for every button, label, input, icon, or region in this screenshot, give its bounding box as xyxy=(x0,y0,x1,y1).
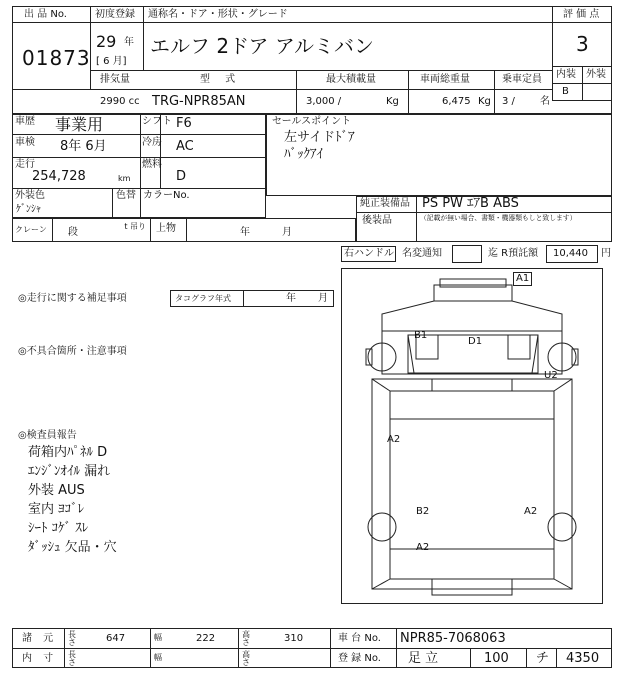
ac-label: 冷房 xyxy=(142,137,162,148)
gross-weight-unit: Kg xyxy=(478,96,491,107)
shift-value: F6 xyxy=(176,116,192,131)
length-value: 647 xyxy=(106,633,126,644)
tacho-month: 月 xyxy=(318,293,328,304)
lot-number: 01873 xyxy=(22,46,91,70)
registration-number: 4350 xyxy=(566,651,600,666)
sales-point-item: ﾊﾞｯｸｱｲ xyxy=(284,147,323,162)
score-label: 評 価 点 xyxy=(563,9,600,20)
chassis-label: 車 台 No. xyxy=(338,633,381,644)
aftermarket-note: （記載が無い場合、書類・機器類もしと致します） xyxy=(420,214,577,222)
genuine-equipment-label: 純正装備品 xyxy=(360,198,410,209)
name-change-box xyxy=(452,245,482,263)
model-name: エルフ 2ドア アルミバン xyxy=(150,34,375,58)
damage-mark: A2 xyxy=(416,542,430,553)
name-change-label: 名変通知 xyxy=(402,248,442,259)
max-load-unit: Kg xyxy=(386,96,399,107)
exterior-label: 外装 xyxy=(586,69,606,80)
inner-height-label: 高さ xyxy=(242,650,250,667)
ac-value: AC xyxy=(176,139,194,154)
first-reg-year: 29 xyxy=(96,32,117,51)
inspector-item: ｼｰﾄ ｺｹﾞ ｽﾚ xyxy=(28,521,89,536)
tacho-label: タコグラフ年式 xyxy=(175,294,231,303)
sales-points-label: セールスポイント xyxy=(272,116,352,127)
crane-label: クレーン xyxy=(15,225,47,234)
condition-diagram xyxy=(341,268,603,604)
displacement-label: 排気量 xyxy=(100,74,130,85)
capacity-label: 乗車定員 xyxy=(502,74,542,85)
crane-mount: 上物 xyxy=(156,223,176,234)
aftermarket-label: 後装品 xyxy=(362,215,392,226)
chassis-value: NPR85-7068063 xyxy=(400,631,506,646)
inspector-report-label: ◎検査員報告 xyxy=(18,430,77,441)
type-label: 型 式 xyxy=(200,74,242,85)
inspector-item: 室内 ﾖｺﾞﾚ xyxy=(28,502,85,517)
recycle-unit: 円 xyxy=(601,248,611,259)
type-value: TRG-NPR85AN xyxy=(152,94,246,109)
first-reg-label: 初度登録 xyxy=(95,9,135,20)
recycle-fee: 10,440 xyxy=(553,248,588,259)
ext-color-label: 外装色 xyxy=(15,190,45,201)
color-code-label: カラーNo. xyxy=(143,190,190,201)
gross-weight-label: 車両総重量 xyxy=(420,74,470,85)
displacement-value: 2990 cc xyxy=(100,96,140,107)
damage-mark: D1 xyxy=(468,336,483,347)
lot-no-label: 出 品 No. xyxy=(24,9,67,20)
registration-kana: チ xyxy=(536,651,550,666)
inspector-item: 荷箱内ﾊﾟﾈﾙ D xyxy=(28,445,108,460)
year-unit: 年 xyxy=(124,37,134,48)
tacho-year: 年 xyxy=(286,293,296,304)
history-value: 事業用 xyxy=(55,115,104,134)
damage-mark: U2 xyxy=(544,370,558,381)
inner-length-label: 長さ xyxy=(68,650,76,667)
inspector-item: ﾀﾞｯｼｭ 欠品・穴 xyxy=(28,540,117,555)
interior-label: 内装 xyxy=(556,69,576,80)
interior-grade: B xyxy=(562,86,569,97)
inspector-item: ｴﾝｼﾞﾝｵｲﾙ 漏れ xyxy=(28,464,111,479)
crane-lift: t 吊り xyxy=(124,222,146,231)
fuel-value: D xyxy=(176,169,187,184)
mileage-unit: km xyxy=(118,174,131,183)
shift-label: シフト xyxy=(142,116,172,127)
registration-area: 足 立 xyxy=(408,651,439,666)
damage-mark: B1 xyxy=(414,330,428,341)
inspection-label: 車検 xyxy=(15,137,35,148)
truck-outline xyxy=(342,269,602,603)
registration-class: 100 xyxy=(484,651,509,666)
score-value: 3 xyxy=(576,32,589,56)
recycle-label: 迄 R預託額 xyxy=(488,248,539,259)
ext-color-value: ｹﾞﾝｼｬ xyxy=(16,204,41,215)
capacity-value: 3 / xyxy=(502,96,515,107)
width-value: 222 xyxy=(196,633,216,644)
driving-notes-label: ◎走行に関する補足事項 xyxy=(18,293,127,304)
height-value: 310 xyxy=(284,633,304,644)
damage-mark: A2 xyxy=(524,506,538,517)
capacity-unit: 名 xyxy=(540,96,550,107)
max-load-label: 最大積載量 xyxy=(326,74,376,85)
inspection-value: 8年 6月 xyxy=(60,139,107,154)
crane-month: 月 xyxy=(282,227,292,238)
crane-stage: 段 xyxy=(68,227,78,238)
crane-year: 年 xyxy=(240,227,250,238)
inner-dims-label: 内 寸 xyxy=(22,653,58,664)
height-label: 高さ xyxy=(242,630,250,647)
mileage-label: 走行 xyxy=(15,159,35,170)
length-label: 長さ xyxy=(68,630,76,647)
specs-block xyxy=(12,114,266,218)
color-change-label: 色替 xyxy=(116,190,136,201)
defects-label: ◎不具合箇所・注意事項 xyxy=(18,346,127,357)
damage-mark: A1 xyxy=(513,272,532,286)
model-name-label: 通称名・ドア・形状・グレード xyxy=(148,9,288,20)
dims-label: 諸 元 xyxy=(22,633,58,644)
damage-mark: B2 xyxy=(416,506,430,517)
registration-label: 登 録 No. xyxy=(338,653,381,664)
inner-width-label: 幅 xyxy=(154,653,162,662)
history-label: 車歴 xyxy=(15,116,35,127)
genuine-equipment-value: PS PW ｴｱB ABS xyxy=(422,196,519,211)
mileage-value: 254,728 xyxy=(32,169,86,184)
width-label: 幅 xyxy=(154,633,162,642)
sales-point-item: 左サイドﾄﾞｱ xyxy=(284,130,355,145)
fuel-label: 燃料 xyxy=(142,159,162,170)
crane-row xyxy=(12,218,356,242)
rhd-label: 右ハンドル xyxy=(344,248,394,259)
gross-weight-value: 6,475 xyxy=(442,96,471,107)
damage-mark: A2 xyxy=(387,434,401,445)
max-load-value: 3,000 / xyxy=(306,96,342,107)
first-reg-month: [ 6 月] xyxy=(96,56,127,67)
inspector-item: 外装 AUS xyxy=(28,483,85,498)
